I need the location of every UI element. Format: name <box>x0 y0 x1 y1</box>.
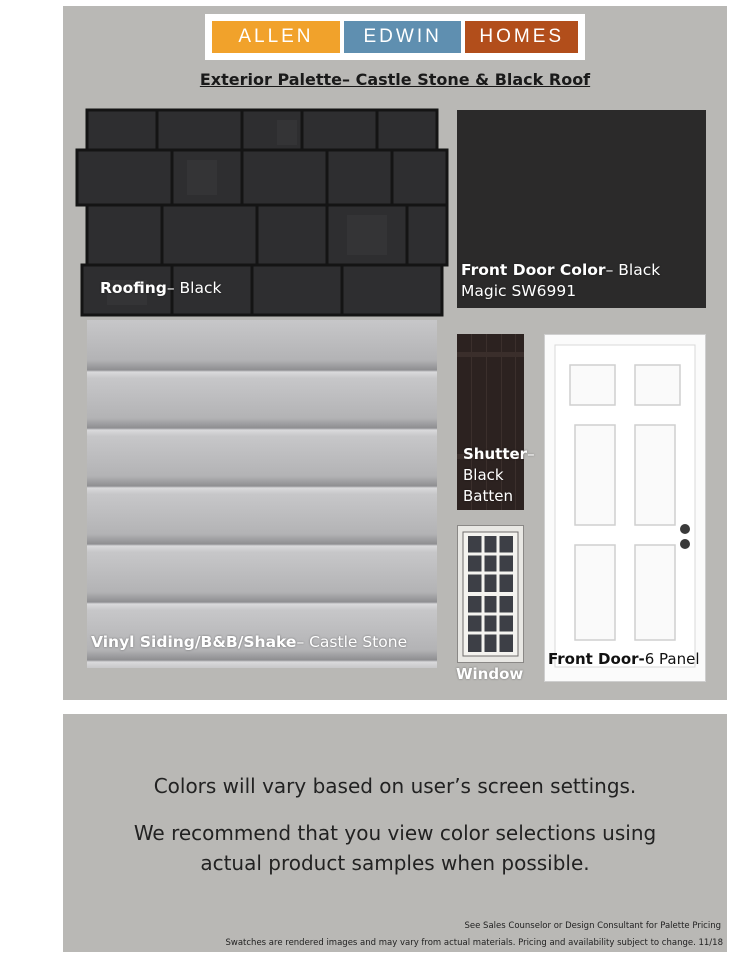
roofing-value: – Black <box>166 279 222 297</box>
siding-value: – Castle Stone <box>296 633 408 651</box>
front-door-color-name: Front Door Color <box>461 261 606 279</box>
roofing-swatch <box>87 110 437 308</box>
shutter-swatch <box>457 334 535 510</box>
fine-print-disclaimer: Swatches are rendered images and may vary from actual materials. Pricing and availability subject to change. 11/18 <box>225 938 723 948</box>
disclaimer-line-2: We recommend that you view color selections using <box>133 821 657 845</box>
door-knob-lower <box>680 539 690 549</box>
fine-print-pricing: See Sales Counselor or Design Consultant for Palette Pricing <box>464 921 721 931</box>
disclaimer-recommendation <box>63 818 727 878</box>
front-door-value: 6 Panel <box>644 650 700 668</box>
shutter-batten-top <box>457 352 524 357</box>
brand-logo <box>205 14 585 60</box>
front-door-color-value-2: Magic SW6991 <box>461 282 577 300</box>
shutter-name: Shutter <box>463 445 528 463</box>
page-title: Exterior Palette– Castle Stone & Black Roof <box>199 70 591 89</box>
roofing-name: Roofing <box>100 279 167 297</box>
disclaimer-screen-settings: Colors will vary based on user’s screen settings. <box>153 774 637 798</box>
front-door-color-swatch <box>457 110 706 308</box>
front-door-color-label <box>461 260 660 302</box>
window-label: Window <box>456 665 524 683</box>
shutter-line3: Batten <box>463 487 513 505</box>
logo-part-allen: ALLEN <box>212 21 340 53</box>
front-door-label <box>548 649 700 670</box>
roofing-label <box>100 278 221 299</box>
siding-swatch <box>87 320 437 668</box>
siding-label <box>91 632 407 653</box>
logo-part-homes: HOMES <box>465 21 578 53</box>
front-door-swatch <box>544 334 706 682</box>
shutter-dash: – <box>527 445 535 463</box>
logo-part-edwin: EDWIN <box>344 21 462 53</box>
shutter-label <box>463 444 535 507</box>
front-door-color-value-1: – Black <box>605 261 661 279</box>
six-panel-door <box>545 335 705 681</box>
shutter-line2: Black <box>463 466 504 484</box>
siding-name: Vinyl Siding/B&B/Shake <box>91 633 297 651</box>
door-knob-upper <box>680 524 690 534</box>
window-swatch <box>457 525 524 663</box>
window-graphic <box>458 526 523 662</box>
front-door-name: Front Door- <box>548 650 645 668</box>
disclaimer-line-3: actual product samples when possible. <box>200 851 590 875</box>
